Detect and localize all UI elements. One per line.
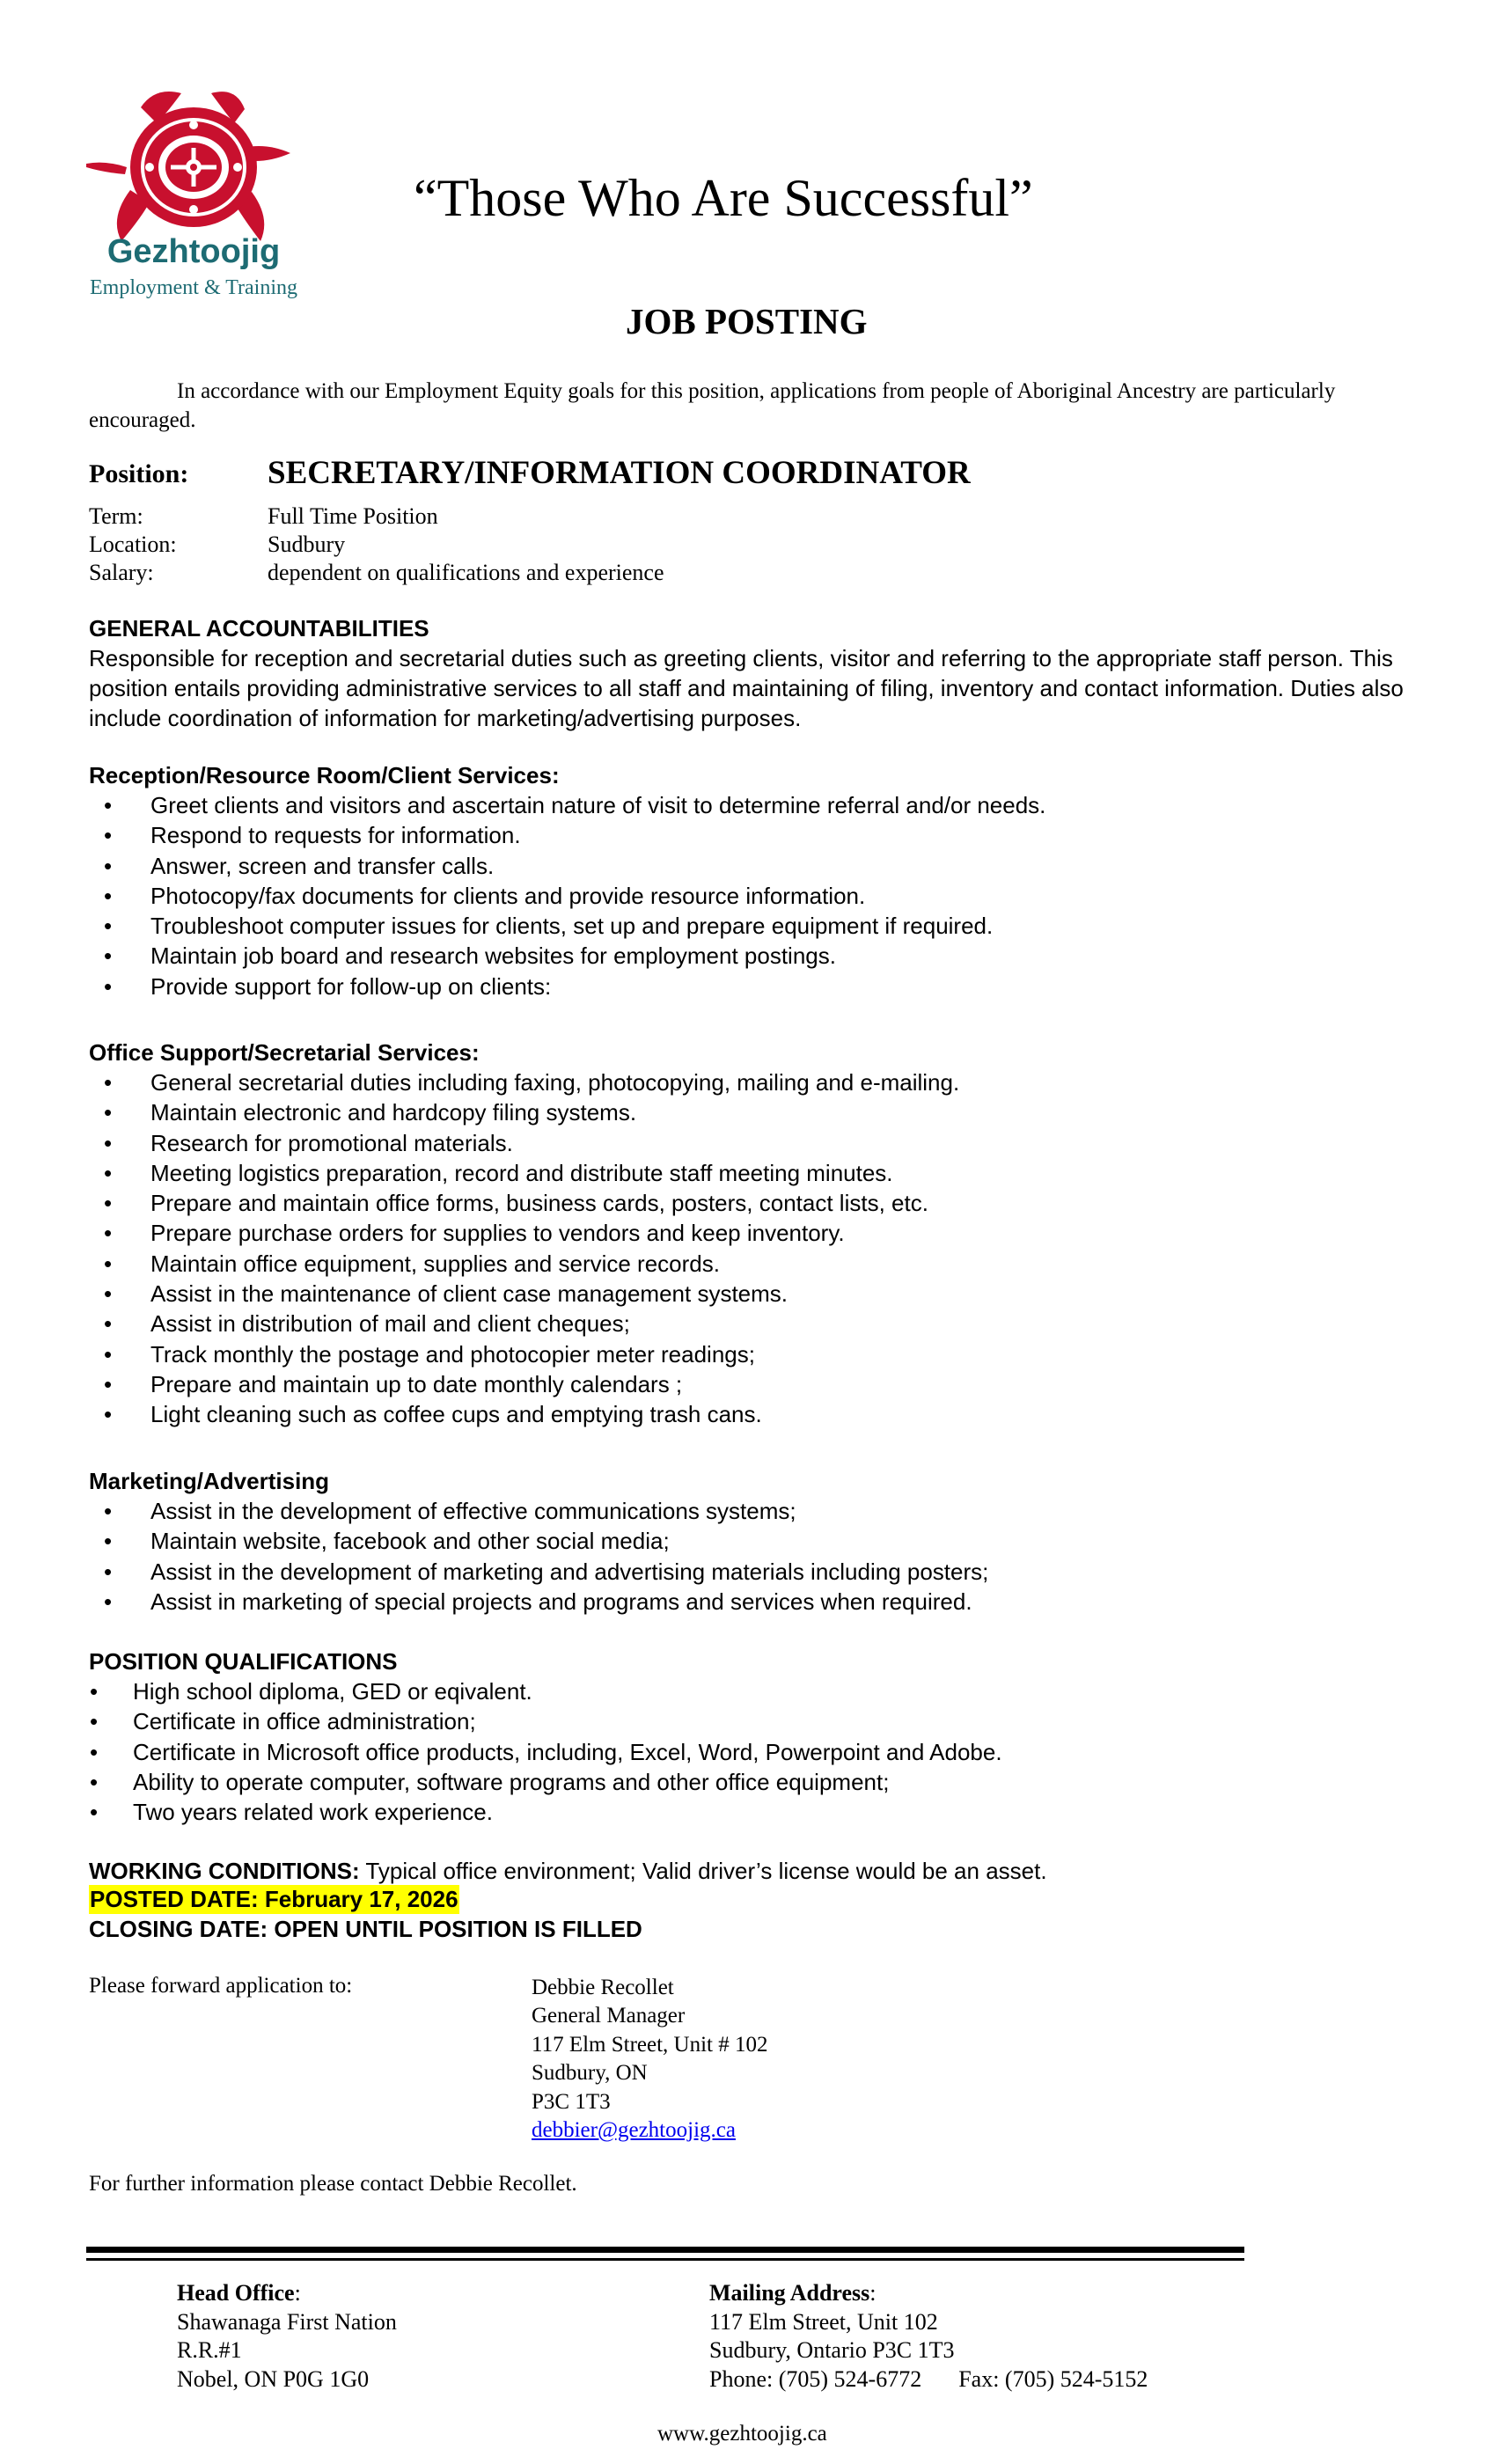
general-text: Responsible for reception and secretarial duties such as greeting clients, visitor and referring to the appropriate staff person. This position entails providing administrative services to all staff and maintaining of filing, inventory and contact information. Duties also include coordination of information for marketing/advertising purposes.	[89, 645, 1404, 731]
fax-number: Fax: (705) 524-5152	[958, 2365, 1148, 2392]
list-item: • Assist in the development of marketing and advertising materials including posters;	[89, 1557, 1409, 1587]
list-item: • Research for promotional materials.	[89, 1128, 1409, 1158]
mailing-line: 117 Elm Street, Unit 102	[709, 2308, 938, 2335]
marketing-list	[89, 1496, 1409, 1617]
marketing-section	[89, 1466, 1409, 1617]
list-item: • Two years related work experience.	[89, 1797, 1409, 1827]
list-item: • Respond to requests for information.	[89, 820, 1409, 850]
logo-subtitle: Employment & Training	[89, 276, 298, 299]
office-heading: Office Support/Secretarial Services:	[89, 1039, 480, 1066]
list-item: • Maintain website, facebook and other social media;	[89, 1526, 1409, 1556]
office-list	[89, 1067, 1409, 1430]
list-item: • Assist in marketing of special projects and programs and services when required.	[89, 1587, 1409, 1617]
list-item: • Ability to operate computer, software programs and other office equipment;	[89, 1767, 1409, 1797]
logo-wordmark: Gezhtoojig	[106, 233, 281, 270]
contact-block	[532, 1974, 768, 2145]
position-label: Position:	[89, 459, 189, 488]
head-office-block: Head Office: Shawanaga First Nation R.R.#1 Nobel, ON P0G 1G0	[177, 2279, 397, 2394]
list-item: • Maintain office equipment, supplies and service records.	[89, 1249, 1409, 1279]
qualifications-list	[89, 1676, 1409, 1827]
list-item: • Prepare and maintain office forms, business cards, posters, contact lists, etc.	[89, 1188, 1409, 1218]
contact-email-link[interactable]: debbier@gezhtoojig.ca	[532, 2118, 736, 2143]
list-item: • Assist in distribution of mail and client cheques;	[89, 1309, 1409, 1338]
footer-divider-thin	[86, 2258, 1244, 2261]
list-item: • Light cleaning such as coffee cups and emptying trash cans.	[89, 1399, 1409, 1429]
page-title: JOB POSTING	[626, 301, 868, 341]
further-info: For further information please contact Debbie Recollet.	[89, 2172, 577, 2196]
salary-label: Salary:	[89, 560, 154, 585]
qualifications-section	[89, 1646, 1409, 1827]
list-item: • High school diploma, GED or eqivalent.	[89, 1676, 1409, 1706]
office-support-section	[89, 1038, 1409, 1430]
mailing-label: Mailing Address	[709, 2280, 870, 2306]
tagline: “Those Who Are Successful”	[414, 169, 1033, 227]
contact-title: General Manager	[532, 2004, 686, 2028]
list-item: • Prepare and maintain up to date monthly calendars ;	[89, 1369, 1409, 1399]
term-value: Full Time Position	[268, 503, 438, 529]
website-link[interactable]: www.gezhtoojig.ca	[657, 2422, 827, 2446]
gezhtoojig-logo	[86, 86, 302, 302]
phone-number: Phone: (705) 524-6772	[709, 2365, 922, 2392]
general-accountabilities-section	[89, 613, 1409, 733]
list-item: • Photocopy/fax documents for clients and provide resource information.	[89, 881, 1409, 911]
list-item: • Assist in the maintenance of client case management systems.	[89, 1279, 1409, 1309]
list-item: • Prepare purchase orders for supplies to vendors and keep inventory.	[89, 1218, 1409, 1248]
term-label: Term:	[89, 503, 143, 529]
general-heading: GENERAL ACCOUNTABILITIES	[89, 615, 429, 642]
contact-postal: P3C 1T3	[532, 2089, 611, 2114]
posted-date: POSTED DATE: February 17, 2026	[90, 1886, 458, 1912]
location-label: Location:	[89, 532, 177, 557]
list-item: • Provide support for follow-up on clients:	[89, 972, 1409, 1001]
contact-address: 117 Elm Street, Unit # 102	[532, 2032, 768, 2057]
list-item: • Answer, screen and transfer calls.	[89, 851, 1409, 881]
reception-list	[89, 790, 1409, 1001]
head-office-label: Head Office	[177, 2280, 295, 2306]
head-office-line: R.R.#1	[177, 2337, 242, 2363]
mailing-address-block: Mailing Address: 117 Elm Street, Unit 102 Sudbury, Ontario P3C 1T3 Phone: (705) 524-6772 Fax: (705) 524-5152	[709, 2280, 1148, 2392]
list-item: • Troubleshoot computer issues for clients, set up and prepare equipment if required.	[89, 911, 1409, 941]
working-conditions-text: Typical office environment; Valid driver’s license would be an asset.	[359, 1858, 1047, 1884]
list-item: • Certificate in office administration;	[89, 1706, 1409, 1736]
working-conditions-label: WORKING CONDITIONS:	[89, 1858, 360, 1884]
contact-city: Sudbury, ON	[532, 2061, 648, 2086]
list-item: • Greet clients and visitors and ascertain nature of visit to determine referral and/or needs.	[89, 790, 1409, 820]
contact-name: Debbie Recollet	[532, 1976, 674, 1999]
salary-value: dependent on qualifications and experience	[268, 560, 664, 585]
list-item: • Assist in the development of effective communications systems;	[89, 1496, 1409, 1526]
list-item: • Certificate in Microsoft office products, including, Excel, Word, Powerpoint and Adobe.	[89, 1737, 1409, 1767]
reception-heading: Reception/Resource Room/Client Services:	[89, 762, 560, 788]
head-office-line: Nobel, ON P0G 1G0	[177, 2365, 370, 2392]
closing-date: CLOSING DATE: OPEN UNTIL POSITION IS FILLED	[89, 1916, 642, 1942]
mailing-line: Sudbury, Ontario P3C 1T3	[709, 2337, 955, 2363]
list-item: • Meeting logistics preparation, record and distribute staff meeting minutes.	[89, 1158, 1409, 1188]
list-item: • Track monthly the postage and photocopier meter readings;	[89, 1339, 1409, 1369]
head-office-line: Shawanaga First Nation	[177, 2308, 397, 2335]
forward-label: Please forward application to:	[89, 1974, 353, 1998]
list-item: • Maintain electronic and hardcopy filing systems.	[89, 1097, 1409, 1127]
marketing-heading: Marketing/Advertising	[89, 1468, 330, 1494]
position-value: SECRETARY/INFORMATION COORDINATOR	[268, 455, 971, 491]
footer-divider-thick	[86, 2247, 1244, 2253]
working-conditions	[89, 1856, 1047, 1886]
location-value: Sudbury	[268, 532, 346, 557]
reception-section	[89, 760, 1409, 1001]
qualifications-heading: POSITION QUALIFICATIONS	[89, 1648, 398, 1675]
equity-note: In accordance with our Employment Equity goals for this position, applications from people of Aboriginal Ancestry are particularly encouraged.	[89, 379, 1336, 432]
list-item: • General secretarial duties including faxing, photocopying, mailing and e-mailing.	[89, 1067, 1409, 1097]
list-item: • Maintain job board and research websites for employment postings.	[89, 941, 1409, 971]
